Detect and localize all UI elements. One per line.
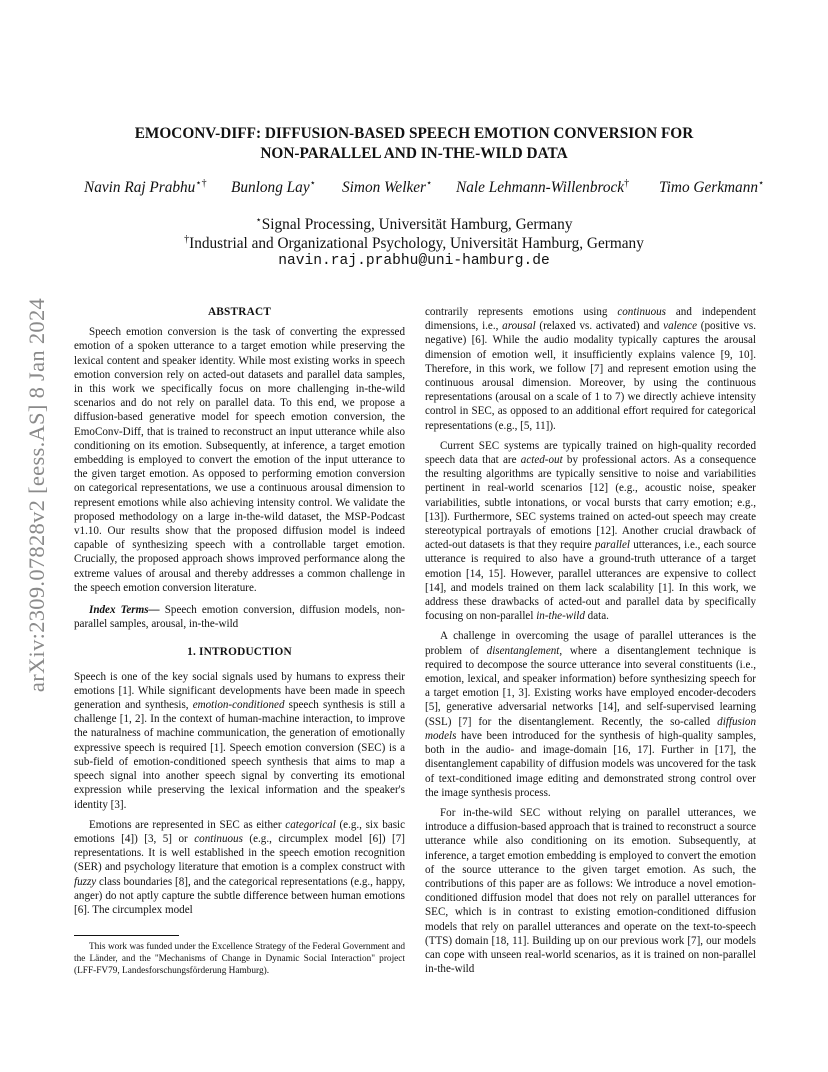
paper-title: EMOCONV-DIFF: DIFFUSION-BASED SPEECH EMOTION CONVERSION FOR NON-PARALLEL AND IN-THE-WILD DATA [134, 125, 694, 162]
author-list [74, 178, 765, 200]
contact-email[interactable]: navin.raj.prabhu@uni-hamburg.de [278, 253, 550, 269]
intro-paragraph-1: Speech is one of the key social signals used by humans to express their emotions [1]. While significant developments have been made in speech generation and synthesis, emotion-conditioned speech synthesis is still a challenge [1, 2]. In the context of human-machine interaction, to improve the naturalness of machine communication, the generation of emotionally expressive speech is required [1]. Speech emotion conversion (SEC) is a sub-field of emotion-conditioned speech synthesis that aims to map a speech signal into another speech signal by converting its emotional expression while preserving the lexical information and the speaker's identity [3]. [74, 670, 405, 811]
abstract-heading: ABSTRACT [207, 306, 272, 318]
index-terms: Index Terms— Speech emotion conversion, diffusion models, non-parallel samples, arousal, in-the-wild [74, 604, 405, 631]
author-3: Simon Welker⋆ [342, 178, 433, 197]
footnote-divider [74, 935, 179, 936]
author-2: Bunlong Lay⋆ [231, 178, 316, 197]
author-5: Timo Gerkmann⋆ [659, 178, 765, 197]
author-4: Nale Lehmann-Willenbrock† [456, 178, 630, 197]
affiliation-1: ⋆Signal Processing, Universität Hamburg, Germany [255, 215, 573, 234]
author-1: Navin Raj Prabhu⋆† [84, 178, 207, 197]
right-column [425, 305, 756, 976]
index-terms-label: Index Terms— [89, 604, 160, 617]
affiliation-2: †Industrial and Organizational Psychology, Universität Hamburg, Germany [184, 234, 644, 253]
right-paragraph-1: contrarily represents emotions using continuous and independent dimensions, i.e., arousal (relaxed vs. activated) and valence (positive vs. negative) [6]. While the audio modality typically captures the arousal dimension of emotion well, it insufficiently explains valence [9, 10]. Therefore, in this work, we follow [7] and represent emotion using the continuous arousal dimension. Moreover, by using the continuous representations (arousal on a scale of 1 to 7) we directly achieve intensity control in SEC, as opposed to an additional effort required for categorical representations (e.g., [5, 11]). [425, 306, 757, 432]
funding-footnote: This work was funded under the Excellence Strategy of the Federal Government and the Länder, and the "Mechanisms of Change in Dynamic Social Interaction" project (LFF-FV79, Landesforschungsförderung Hamburg). [74, 942, 405, 976]
arxiv-identifier: arXiv:2309.07828v2 [eess.AS] 8 Jan 2024 [24, 297, 49, 693]
intro-paragraph-2: Emotions are represented in SEC as either categorical (e.g., six basic emotions [4]) [3, 5] or continuous (e.g., circumplex model [6]) [7] representations. It is well established in the speech emotion recognition (SER) and psychology literature that emotion is a complex construct with fuzzy class boundaries [8], and the categorical representations (e.g., happy, anger) do not aptly capture the subtle difference between human emotions [6]. The circumplex model [74, 818, 406, 916]
left-column [74, 305, 405, 917]
intro-heading: 1. INTRODUCTION [187, 646, 292, 659]
right-paragraph-4: For in-the-wild SEC without relying on parallel utterances, we introduce a diffusion-based approach that is trained to reconstruct a source utterance while also conditioning on its emotion. Subsequently, at inference, a target emotion embedding is employed to convert the emotion of the source utterance to the given target emotion. As such, the contributions of this paper are as follows: We introduce a novel emotion-conditioned diffusion model that does not rely on parallel utterances for SEC, which is in contrast to existing emotion-conditioned diffusion models that rely on parallel utterances and operate on the text-to-speech (TTS) domain [18, 11]. Building up on our previous work [7], our models can cope with unseen real-world scenarios, as it is trained on non-parallel in-the-wild [425, 806, 756, 976]
right-paragraph-2: Current SEC systems are typically trained on high-quality recorded speech data that are acted-out by professional actors. As a consequence the resulting algorithms are typically sensitive to noise and variabilities pertinent in real-world scenarios [12] (e.g., acoustic noise, speaker variabilities, subtle intonations, or vocal bursts that carry emotion; e.g., [13]). Furthermore, SEC systems trained on acted-out speech may create stereotypical portrayals of emotions [12]. Another crucial drawback of acted-out datasets is that they require parallel utterances, i.e., each source utterance is required to also have a ground-truth utterance of a target emotion [14, 15]. However, parallel utterances are expensive to collect [14], and models trained on them lack scalability [1]. In this work, we address these drawbacks of acted-out and parallel data by specifically focusing on non-parallel in-the-wild data. [425, 439, 756, 623]
abstract-text: Speech emotion conversion is the task of converting the expressed emotion of a spoken utterance to a target emotion while preserving the lexical content and speaker identity. While most existing works in speech emotion conversion rely on acted-out datasets and parallel data samples, in this work we specifically focus on more challenging in-the-wild scenarios and do not rely on parallel data. To this end, we propose a diffusion-based generative model for speech emotion conversion, the EmoConv-Diff, that is trained to reconstruct an input utterance while also conditioning on its emotion. Subsequently, at inference, a target emotion embedding is employed to convert the emotion of the input utterance to the given target emotion. As opposed to performing emotion conversion on categorical representations, we use a continuous arousal dimension to represent emotions while also achieving intensity control. We validate the proposed methodology on a large in-the-wild dataset, the MSP-Podcast v1.10. Our results show that the proposed diffusion model is indeed capable of synthesizing speech with a controllable target emotion. Crucially, the proposed approach shows improved performance along the extreme values of arousal and thereby addresses a common challenge in the speech emotion conversion literature. [74, 326, 405, 594]
right-paragraph-3: A challenge in overcoming the usage of parallel utterances is the problem of disentanglement, where a disentanglement technique is required to decompose the source utterance into several constituents (i.e., emotion, lexical, and speaker information) before synthesizing speech for a target emotion [1, 3]. Existing works have employed encoder-decoders [5], generative adversarial networks [14], and self-supervised learning (SSL) [7] for the disentanglement. Recently, the so-called diffusion models have been introduced for the synthesis of high-quality samples, both in the audio- and image-domain [16, 17]. Further in [17], the disentanglement capability of diffusion models was uncovered for the task of text-conditioned image editing and demonstrated strong control over the image synthesis process. [425, 630, 756, 799]
